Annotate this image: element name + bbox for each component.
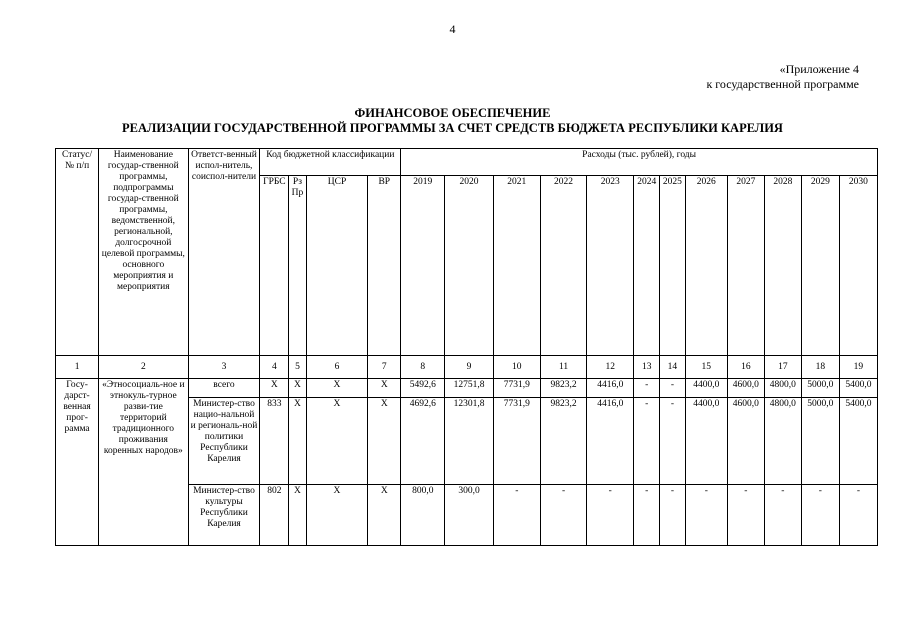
row-value: 5400,0 xyxy=(839,398,877,485)
row-executor: Министер-ство нацио-нальной и региональ-ной политики Республики Карелия xyxy=(188,398,260,485)
column-index: 19 xyxy=(839,356,877,379)
column-index: 13 xyxy=(634,356,660,379)
appendix-line-2: к государственной программе xyxy=(706,77,859,91)
title-line-2: РЕАЛИЗАЦИИ ГОСУДАРСТВЕННОЙ ПРОГРАММЫ ЗА СЧЕТ СРЕДСТВ БЮДЖЕТА РЕСПУБЛИКИ КАРЕЛИЯ xyxy=(122,121,783,135)
row-value: - xyxy=(660,379,686,398)
column-index: 15 xyxy=(685,356,727,379)
row-rzpr: Х xyxy=(289,379,306,398)
column-index: 2 xyxy=(99,356,188,379)
row-value: - xyxy=(634,398,660,485)
table-row xyxy=(56,379,878,398)
row-value: 5000,0 xyxy=(801,398,839,485)
row-csr: Х xyxy=(306,398,368,485)
document-title xyxy=(0,106,905,136)
column-index: 11 xyxy=(540,356,586,379)
header-year: 2029 xyxy=(801,176,839,356)
header-year: 2030 xyxy=(839,176,877,356)
row-value: 7731,9 xyxy=(493,398,540,485)
program-status: Госу-дарст-венная прог-рамма xyxy=(56,379,99,546)
column-index: 18 xyxy=(801,356,839,379)
row-value: - xyxy=(801,485,839,546)
row-value: 12301,8 xyxy=(445,398,493,485)
row-value: - xyxy=(587,485,634,546)
row-value: 4416,0 xyxy=(587,398,634,485)
row-value: 4416,0 xyxy=(587,379,634,398)
row-vr: Х xyxy=(368,398,401,485)
header-year: 2027 xyxy=(727,176,764,356)
header-year: 2021 xyxy=(493,176,540,356)
header-csr: ЦСР xyxy=(306,176,368,356)
row-value: 9823,2 xyxy=(540,398,586,485)
header-status: Статус/ № п/п xyxy=(56,149,99,356)
column-index: 16 xyxy=(727,356,764,379)
header-grbs: ГРБС xyxy=(260,176,289,356)
row-value: - xyxy=(660,398,686,485)
column-index: 14 xyxy=(660,356,686,379)
row-value: 12751,8 xyxy=(445,379,493,398)
header-year: 2024 xyxy=(634,176,660,356)
row-csr: Х xyxy=(306,379,368,398)
row-grbs: 802 xyxy=(260,485,289,546)
row-value: 7731,9 xyxy=(493,379,540,398)
row-value: 4400,0 xyxy=(685,379,727,398)
row-grbs: Х xyxy=(260,379,289,398)
row-value: 9823,2 xyxy=(540,379,586,398)
row-value: - xyxy=(634,379,660,398)
header-year: 2026 xyxy=(685,176,727,356)
row-value: - xyxy=(493,485,540,546)
row-csr: Х xyxy=(306,485,368,546)
row-value: - xyxy=(727,485,764,546)
header-year: 2025 xyxy=(660,176,686,356)
appendix-line-1: «Приложение 4 xyxy=(779,62,859,76)
row-rzpr: Х xyxy=(289,485,306,546)
header-name: Наименование государ-ственной программы, подпрограммы государ-ственной программы, ведомственной, региональной, долгосрочной целевой программы, основного мероприятия и мероприятия xyxy=(99,149,188,356)
page-number: 4 xyxy=(449,22,456,36)
appendix-note xyxy=(706,62,859,92)
column-index: 7 xyxy=(368,356,401,379)
row-value: 800,0 xyxy=(401,485,445,546)
row-value: 4400,0 xyxy=(685,398,727,485)
column-index: 1 xyxy=(56,356,99,379)
row-value: - xyxy=(634,485,660,546)
title-line-1: ФИНАНСОВОЕ ОБЕСПЕЧЕНИЕ xyxy=(354,106,551,120)
header-expenses: Расходы (тыс. рублей), годы xyxy=(401,149,878,176)
column-index: 9 xyxy=(445,356,493,379)
row-value: 5000,0 xyxy=(801,379,839,398)
row-value: - xyxy=(540,485,586,546)
row-value: 4600,0 xyxy=(727,379,764,398)
header-rzpr: Рз Пр xyxy=(289,176,306,356)
row-value: 300,0 xyxy=(445,485,493,546)
row-grbs: 833 xyxy=(260,398,289,485)
row-value: - xyxy=(839,485,877,546)
header-year: 2020 xyxy=(445,176,493,356)
header-executor: Ответст-венный испол-нитель, соиспол-нители xyxy=(188,149,260,356)
row-value: 5492,6 xyxy=(401,379,445,398)
row-value: 5400,0 xyxy=(839,379,877,398)
row-value: 4692,6 xyxy=(401,398,445,485)
row-vr: Х xyxy=(368,379,401,398)
header-vr: ВР xyxy=(368,176,401,356)
column-index: 10 xyxy=(493,356,540,379)
column-index: 8 xyxy=(401,356,445,379)
row-rzpr: Х xyxy=(289,398,306,485)
header-budget-code: Код бюджетной классификации xyxy=(260,149,401,176)
row-value: - xyxy=(764,485,801,546)
row-executor: Министер-ство культуры Республики Карелия xyxy=(188,485,260,546)
column-index: 6 xyxy=(306,356,368,379)
column-index: 12 xyxy=(587,356,634,379)
column-index: 4 xyxy=(260,356,289,379)
header-year: 2028 xyxy=(764,176,801,356)
header-year: 2019 xyxy=(401,176,445,356)
column-index: 5 xyxy=(289,356,306,379)
header-year: 2023 xyxy=(587,176,634,356)
row-vr: Х xyxy=(368,485,401,546)
row-value: - xyxy=(660,485,686,546)
row-value: 4800,0 xyxy=(764,379,801,398)
column-index: 3 xyxy=(188,356,260,379)
header-year: 2022 xyxy=(540,176,586,356)
row-executor: всего xyxy=(188,379,260,398)
row-value: 4800,0 xyxy=(764,398,801,485)
row-value: - xyxy=(685,485,727,546)
program-name: «Этносоциаль-ное и этнокуль-турное разви-тие территорий традиционного проживания коренных народов» xyxy=(99,379,188,546)
financing-table xyxy=(55,148,878,546)
column-index: 17 xyxy=(764,356,801,379)
row-value: 4600,0 xyxy=(727,398,764,485)
column-index-row xyxy=(56,356,878,379)
